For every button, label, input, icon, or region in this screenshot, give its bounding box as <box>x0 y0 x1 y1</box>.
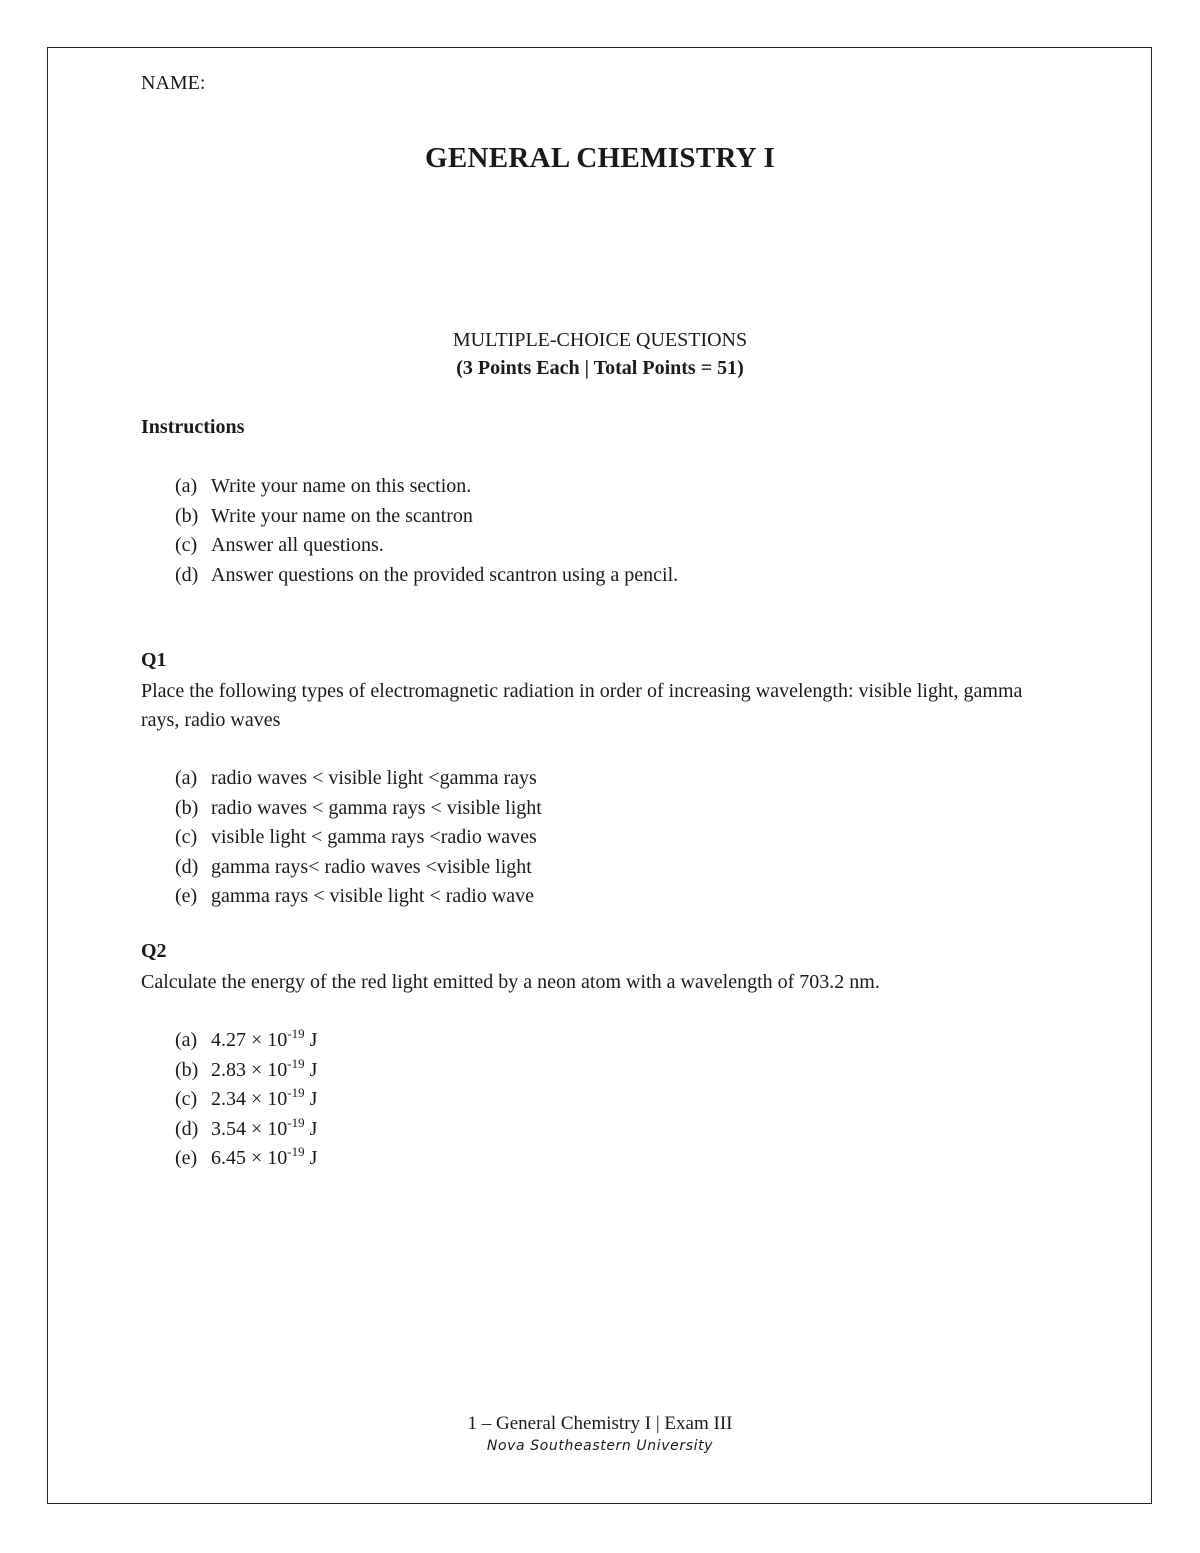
answer-option <box>175 1085 317 1115</box>
option-marker: (d) <box>175 1117 199 1140</box>
option-marker: (e) <box>175 1147 198 1169</box>
section-heading: MULTIPLE-CHOICE QUESTIONS <box>452 329 748 351</box>
option-marker: (d) <box>175 855 199 878</box>
option-mantissa: 6.45 × 10 <box>211 1147 288 1169</box>
option-marker: (a) <box>175 1029 198 1051</box>
name-label: NAME: <box>141 72 206 94</box>
option-mantissa: 2.34 × 10 <box>211 1088 288 1110</box>
option-unit: J <box>304 1029 318 1051</box>
option-marker: (c) <box>175 1088 198 1110</box>
instructions-list <box>175 472 678 590</box>
list-marker: (b) <box>175 504 199 527</box>
answer-option <box>175 1144 317 1174</box>
answer-option <box>175 1026 317 1056</box>
answer-option <box>175 823 542 853</box>
option-exponent: -19 <box>287 1085 305 1100</box>
answer-option <box>175 853 542 883</box>
list-marker: (c) <box>175 534 198 556</box>
option-unit: J <box>304 1088 318 1110</box>
instructions-title: Instructions <box>141 416 245 438</box>
option-marker: (a) <box>175 767 198 789</box>
list-item-text: Write your name on the scantron <box>211 504 473 527</box>
option-text: radio waves < gamma rays < visible light <box>211 796 542 819</box>
option-exponent: -19 <box>287 1114 305 1130</box>
list-marker: (a) <box>175 475 198 497</box>
option-text: visible light < gamma rays <radio waves <box>211 826 537 848</box>
footer-institution: Nova Southeastern University <box>486 1438 714 1454</box>
option-exponent: -19 <box>287 1055 305 1071</box>
list-item-text: Answer questions on the provided scantron using a pencil. <box>211 563 679 586</box>
option-text: radio waves < visible light <gamma rays <box>211 767 537 789</box>
list-marker: (d) <box>175 563 199 586</box>
option-marker: (b) <box>175 1058 199 1081</box>
option-text: gamma rays< radio waves <visible light <box>211 855 532 878</box>
page-title: GENERAL CHEMISTRY I <box>424 142 776 174</box>
question-text: Calculate the energy of the red light emitted by a neon atom with a wavelength of 703.2 nm. <box>141 971 880 993</box>
option-marker: (c) <box>175 826 198 848</box>
option-unit: J <box>304 1147 318 1169</box>
question-text: Place the following types of electromagnetic radiation in order of increasing wavelength: visible light, gamma rays, radio waves <box>141 680 1023 731</box>
option-marker: (b) <box>175 796 199 819</box>
option-exponent: -19 <box>287 1144 305 1159</box>
question-label: Q1 <box>141 649 167 671</box>
answer-option <box>175 764 542 794</box>
list-item-text: Answer all questions. <box>211 534 384 556</box>
answer-option <box>175 882 542 912</box>
footer-page-info: 1 – General Chemistry I | Exam III <box>467 1413 733 1434</box>
option-exponent: -19 <box>287 1026 305 1041</box>
answer-option <box>175 1115 317 1145</box>
option-unit: J <box>304 1117 318 1140</box>
list-item <box>175 561 678 591</box>
answer-option <box>175 794 542 824</box>
section-points: (3 Points Each | Total Points = 51) <box>456 357 744 379</box>
question-label: Q2 <box>141 940 167 962</box>
option-mantissa: 4.27 × 10 <box>211 1029 288 1051</box>
list-item <box>175 472 678 502</box>
list-item <box>175 531 678 561</box>
option-text: gamma rays < visible light < radio wave <box>211 885 535 907</box>
option-mantissa: 3.54 × 10 <box>211 1117 288 1140</box>
answer-options <box>175 1026 317 1174</box>
option-marker: (e) <box>175 885 198 907</box>
list-item-text: Write your name on this section. <box>211 475 472 497</box>
option-unit: J <box>304 1058 318 1081</box>
list-item <box>175 502 678 532</box>
answer-options <box>175 764 542 912</box>
option-mantissa: 2.83 × 10 <box>211 1058 288 1081</box>
answer-option <box>175 1056 317 1086</box>
